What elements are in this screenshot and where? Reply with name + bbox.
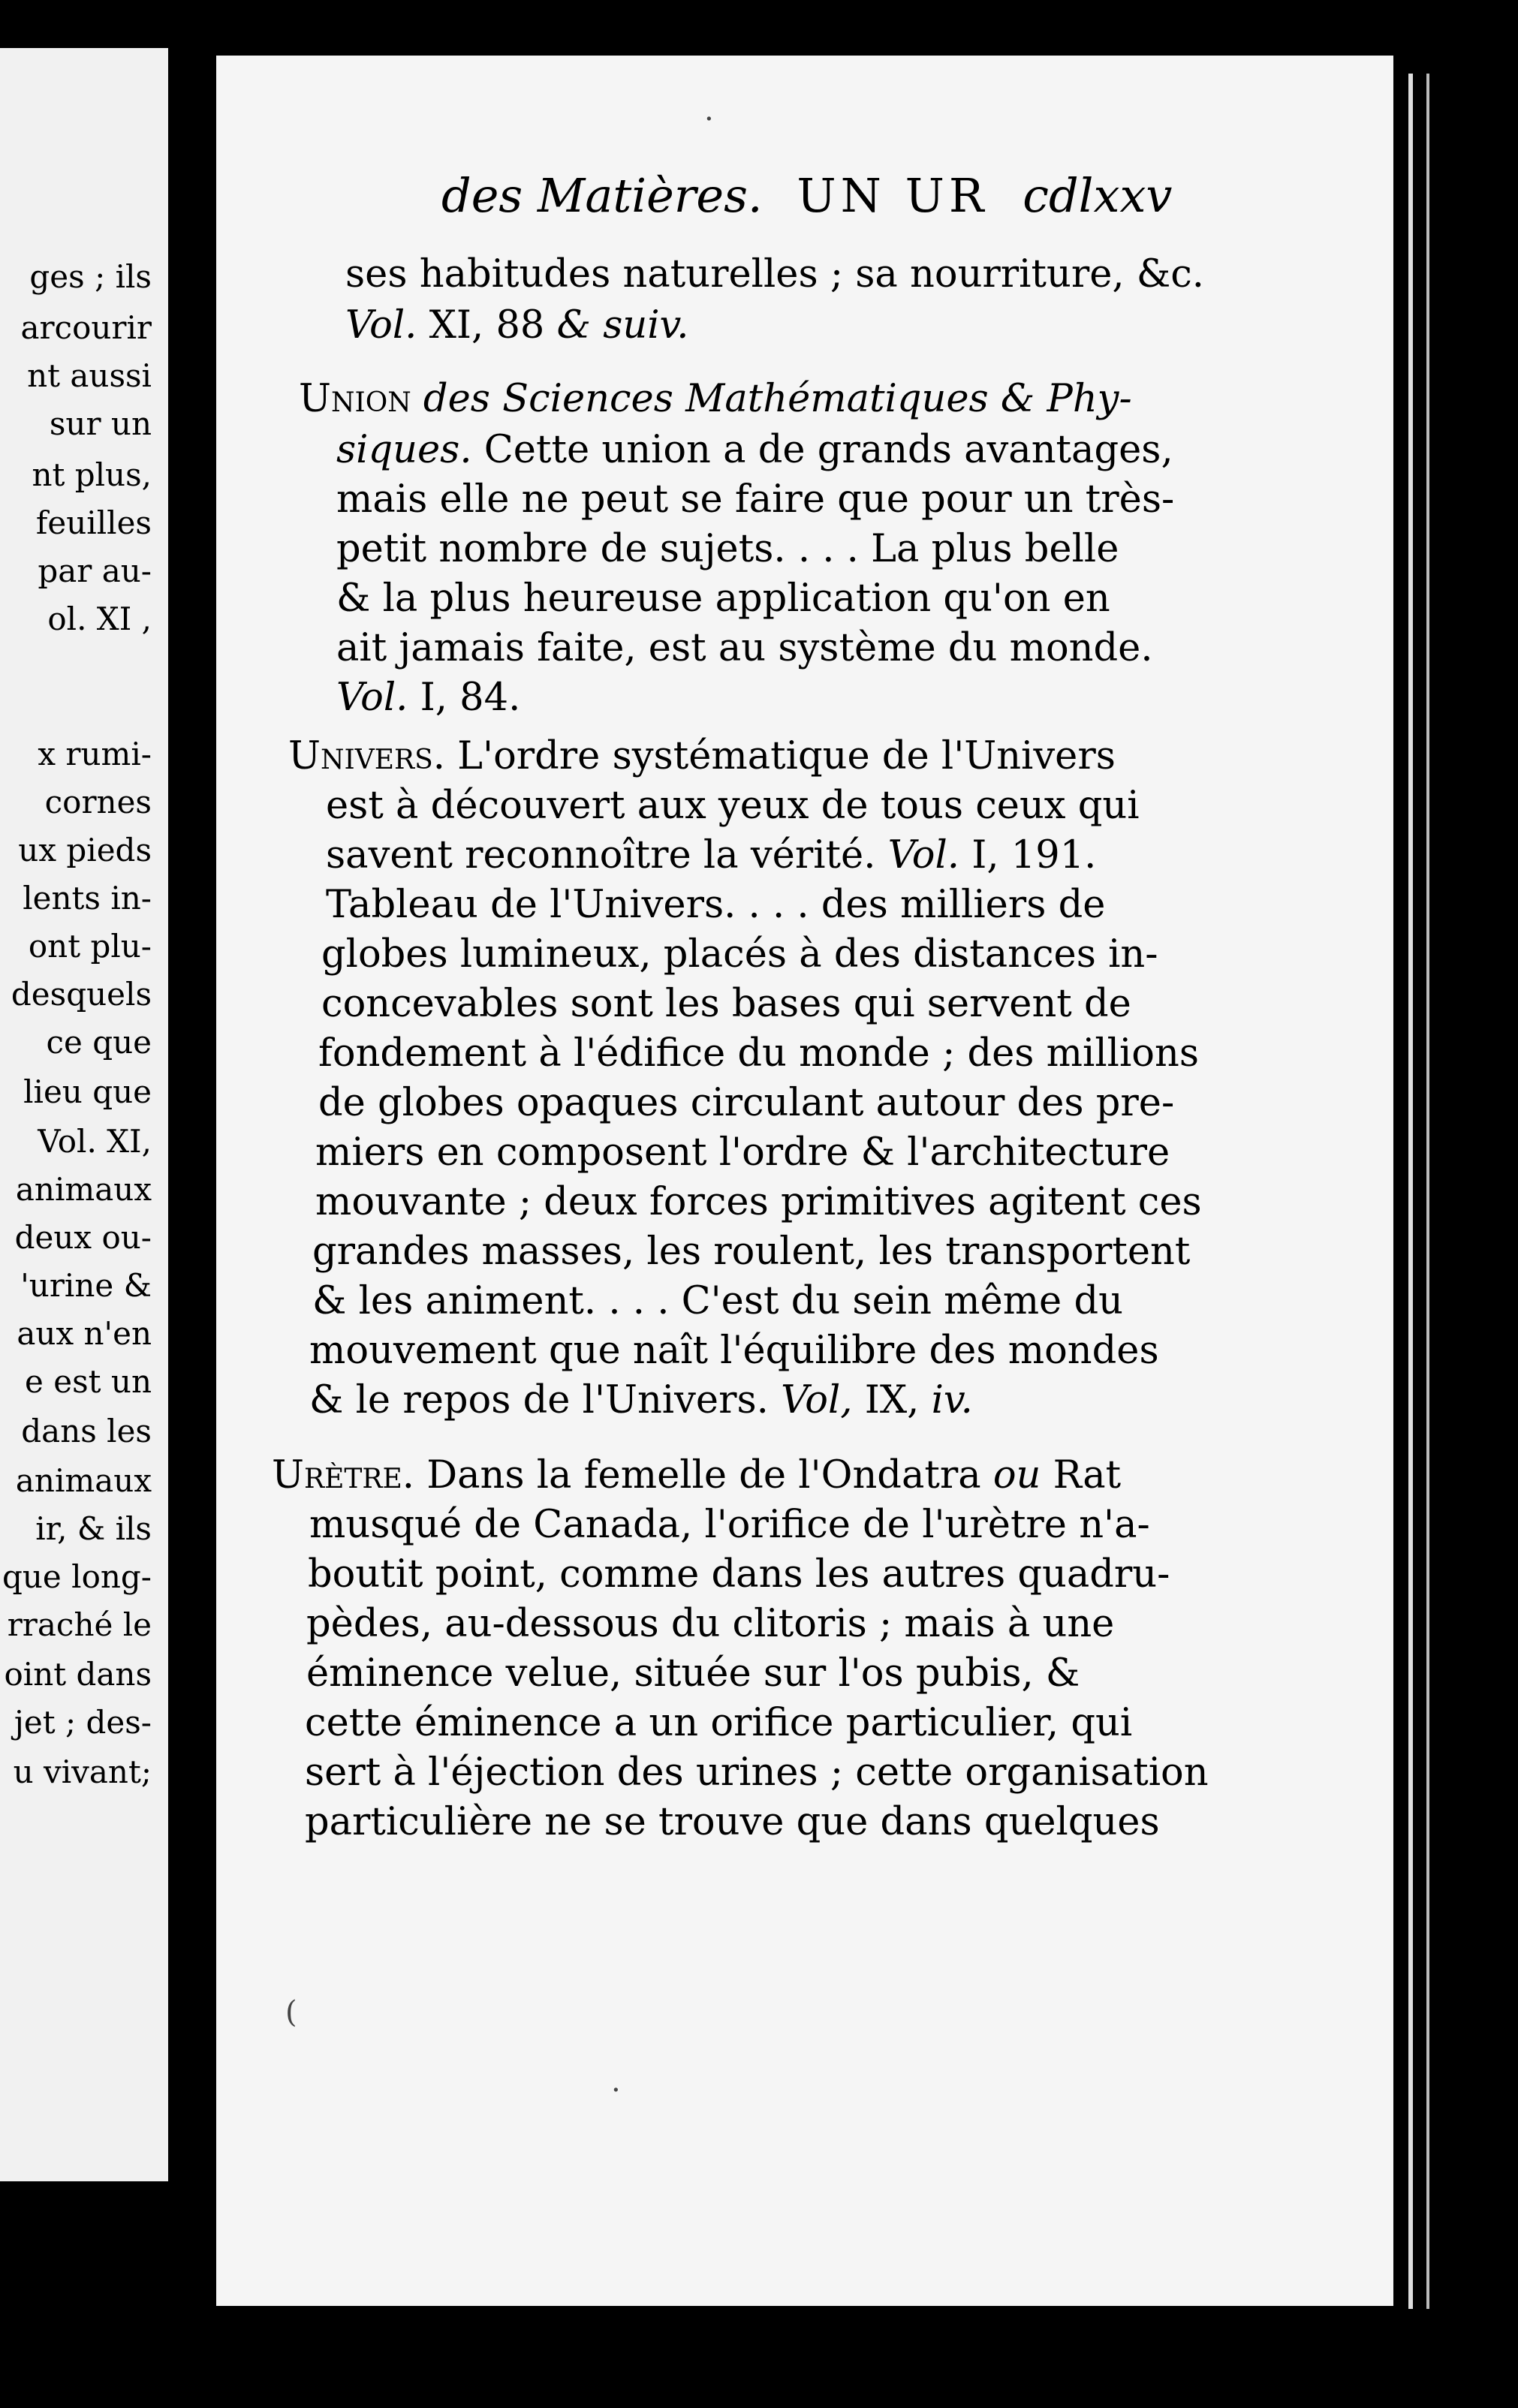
entry-uretre: Urètre. Dans la femelle de l'Ondatra ou Rat bbox=[272, 1453, 1122, 1497]
header-range: UN UR bbox=[797, 168, 989, 223]
text-line: est à découvert aux yeux de tous ceux qui bbox=[326, 784, 1140, 828]
left-line: sur un bbox=[49, 405, 152, 442]
text-line: cette éminence a un orifice particulier, qui bbox=[305, 1701, 1133, 1745]
left-line: u vivant; bbox=[13, 1753, 152, 1790]
left-line: jet ; des- bbox=[14, 1704, 152, 1741]
text-line: ses habitudes naturelles ; sa nourriture, &c. bbox=[345, 252, 1204, 296]
left-line: nt aussi bbox=[27, 357, 152, 394]
left-facing-page bbox=[0, 48, 168, 2181]
text-line: Vol. I, 84. bbox=[336, 676, 521, 720]
left-line: animaux bbox=[15, 1462, 152, 1499]
speck: . bbox=[611, 2064, 621, 2099]
page-edge bbox=[1408, 74, 1413, 2309]
left-line: nt plus, bbox=[32, 456, 152, 493]
left-line: ir, & ils bbox=[35, 1510, 152, 1547]
left-line: x rumi- bbox=[38, 736, 152, 772]
text-line: particulière ne se trouve que dans quelques bbox=[305, 1800, 1160, 1844]
text-line: pèdes, au-dessous du clitoris ; mais à une bbox=[306, 1602, 1115, 1646]
text-line: ait jamais faite, est au système du monde. bbox=[336, 626, 1153, 670]
left-line: lents in- bbox=[23, 880, 152, 917]
text-line: petit nombre de sujets. . . . La plus belle bbox=[336, 527, 1119, 571]
left-line: cornes bbox=[44, 784, 152, 820]
text-line: Vol. XI, 88 & suiv. bbox=[345, 303, 689, 348]
text-line: siques. Cette union a de grands avantages, bbox=[336, 428, 1173, 472]
text-line: & les animent. . . . C'est du sein même du bbox=[312, 1279, 1123, 1323]
left-line: ont plu- bbox=[28, 928, 152, 965]
text-line: & le repos de l'Univers. Vol, IX, iv. bbox=[309, 1378, 973, 1422]
left-line: 'urine & bbox=[20, 1267, 152, 1304]
speck: . bbox=[704, 93, 714, 128]
text-line: & la plus heureuse application qu'on en bbox=[336, 576, 1110, 621]
page-number: cdlxxv bbox=[1023, 168, 1173, 223]
left-line: animaux bbox=[15, 1171, 152, 1208]
text-line: boutit point, comme dans les autres quadru- bbox=[308, 1552, 1170, 1597]
left-line: lieu que bbox=[23, 1073, 152, 1110]
left-line: ux pieds bbox=[18, 832, 152, 868]
text-line: musqué de Canada, l'orifice de l'urètre n'a- bbox=[309, 1503, 1150, 1547]
left-line: ges ; ils bbox=[29, 258, 152, 295]
left-line: ol. XI , bbox=[47, 600, 152, 637]
text-line: fondement à l'édifice du monde ; des millions bbox=[318, 1031, 1199, 1076]
text-line: concevables sont les bases qui servent de bbox=[321, 982, 1131, 1026]
entry-head: Union bbox=[299, 377, 411, 421]
entry-head: Univers. bbox=[288, 734, 445, 778]
text-line: de globes opaques circulant autour des pre- bbox=[318, 1081, 1175, 1125]
text-line: miers en composent l'ordre & l'architecture bbox=[315, 1130, 1170, 1175]
left-line: deux ou- bbox=[14, 1219, 152, 1256]
text-line: mais elle ne peut se faire que pour un très- bbox=[336, 477, 1175, 522]
text-line: sert à l'éjection des urines ; cette organisation bbox=[305, 1750, 1209, 1795]
left-line: par au- bbox=[38, 552, 152, 589]
page-edge bbox=[1426, 74, 1429, 2309]
text-line: mouvement que naît l'équilibre des mondes bbox=[309, 1329, 1159, 1373]
text-line: Tableau de l'Univers. . . . des milliers de bbox=[326, 883, 1106, 927]
text-line: globes lumineux, placés à des distances in- bbox=[321, 932, 1158, 977]
left-line: Vol. XI, bbox=[38, 1123, 152, 1160]
text-line: grandes masses, les roulent, les transportent bbox=[312, 1230, 1191, 1274]
speck: ( bbox=[285, 1995, 297, 2030]
text-line: savent reconnoître la vérité. Vol. I, 191. bbox=[326, 833, 1097, 877]
text-line: mouvante ; deux forces primitives agitent ces bbox=[315, 1180, 1202, 1224]
entry-head: Urètre. bbox=[272, 1453, 414, 1497]
entry-union: Union des Sciences Mathématiques & Phy- bbox=[299, 377, 1132, 421]
right-page bbox=[216, 56, 1393, 2306]
left-line: arcourir bbox=[20, 309, 152, 346]
left-line: dans les bbox=[21, 1413, 152, 1449]
left-line: aux n'en bbox=[17, 1315, 152, 1352]
running-header bbox=[441, 168, 1172, 223]
left-line: desquels bbox=[11, 976, 152, 1013]
left-line: e est un bbox=[25, 1363, 152, 1400]
entry-univers: Univers. L'ordre systématique de l'Univers bbox=[288, 734, 1116, 778]
text-line: éminence velue, située sur l'os pubis, & bbox=[306, 1651, 1080, 1696]
left-line: ce que bbox=[46, 1024, 152, 1061]
left-line: rraché le bbox=[7, 1606, 152, 1643]
header-title: des Matières. bbox=[441, 168, 763, 223]
left-line: que long- bbox=[2, 1558, 152, 1595]
left-line: feuilles bbox=[35, 504, 152, 541]
left-line: oint dans bbox=[4, 1656, 152, 1693]
